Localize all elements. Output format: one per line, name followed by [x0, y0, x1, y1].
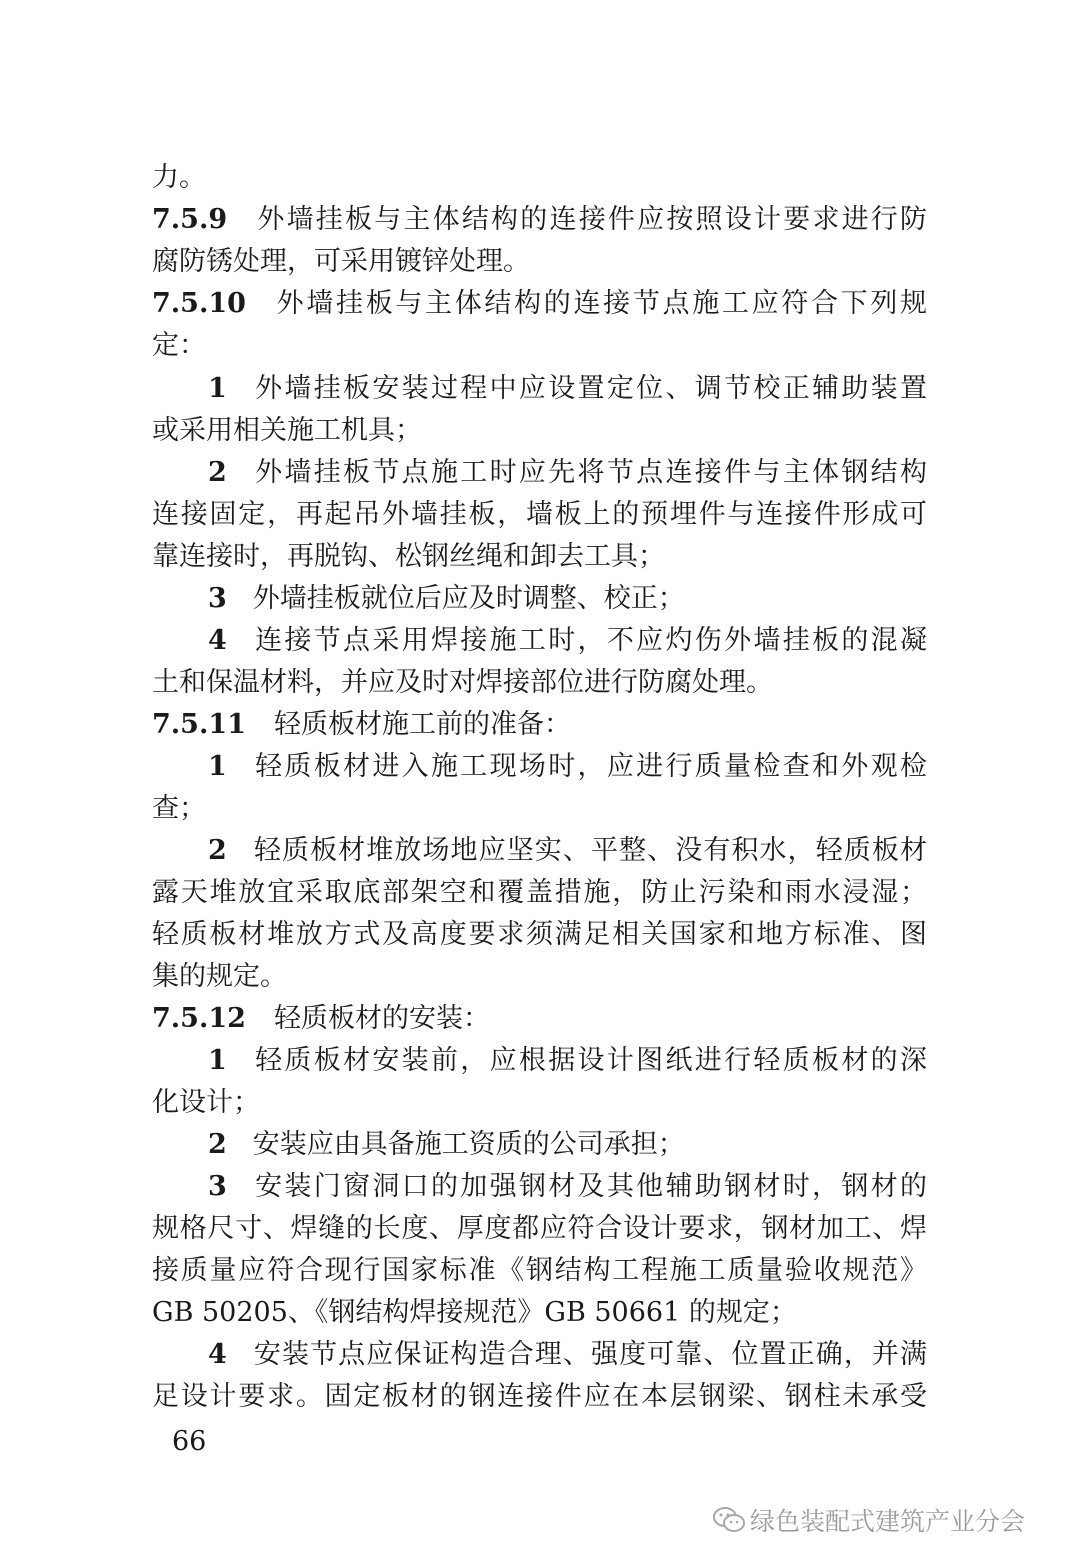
- text-line: 力。: [152, 162, 206, 193]
- item-number: 3: [208, 583, 227, 614]
- list-item: 4 安装节点应保证构造合理、强度可靠、位置正确，并满: [208, 1339, 927, 1370]
- text-line: 定：: [152, 330, 206, 361]
- item-number: 1: [208, 373, 227, 404]
- list-item: 2 安装应由具备施工资质的公司承担；: [208, 1129, 685, 1160]
- item-number: 2: [208, 1129, 227, 1160]
- clause-number: 7.5.11: [152, 709, 246, 740]
- text-line: 靠连接时，再脱钩、松钢丝绳和卸去工具；: [152, 541, 665, 572]
- text-line: 集的规定。: [152, 961, 287, 992]
- text-line: 或采用相关施工机具；: [152, 415, 422, 446]
- text-line: 足设计要求。固定板材的钢连接件应在本层钢梁、钢柱未承受: [152, 1381, 927, 1412]
- item-number: 4: [208, 625, 227, 656]
- wechat-icon: [712, 1506, 746, 1534]
- clause-number: 7.5.10: [152, 288, 246, 319]
- list-item: 4 连接节点采用焊接施工时，不应灼伤外墙挂板的混凝: [208, 625, 927, 656]
- text-line: 土和保温材料，并应及时对焊接部位进行防腐处理。: [152, 667, 773, 698]
- item-number: 4: [208, 1339, 227, 1370]
- list-item: 3 安装门窗洞口的加强钢材及其他辅助钢材时，钢材的: [208, 1171, 927, 1202]
- page-number: 66: [172, 1426, 207, 1457]
- text-line: 轻质板材堆放方式及高度要求须满足相关国家和地方标准、图: [152, 919, 927, 950]
- list-item: 1 外墙挂板安装过程中应设置定位、调节校正辅助装置: [208, 373, 927, 404]
- text-line: 腐防锈处理，可采用镀锌处理。: [152, 246, 530, 277]
- list-item: 1 轻质板材进入施工现场时，应进行质量检查和外观检: [208, 751, 927, 782]
- text-line: 露天堆放宜采取底部架空和覆盖措施，防止污染和雨水浸湿；: [152, 877, 927, 908]
- item-number: 1: [208, 1045, 227, 1076]
- text-line: 化设计；: [152, 1087, 260, 1118]
- clause-7-5-10: 7.5.10 外墙挂板与主体结构的连接节点施工应符合下列规: [152, 288, 927, 319]
- watermark-text: 绿色装配式建筑产业分会: [750, 1507, 1026, 1536]
- clause-number: 7.5.9: [152, 204, 228, 235]
- text-line: 接质量应符合现行国家标准《钢结构工程施工质量验收规范》: [152, 1255, 927, 1286]
- watermark: [712, 1500, 1025, 1540]
- item-number: 3: [208, 1171, 227, 1202]
- clause-7-5-9: 7.5.9 外墙挂板与主体结构的连接件应按照设计要求进行防: [152, 204, 927, 235]
- list-item: 2 轻质板材堆放场地应坚实、平整、没有积水，轻质板材: [208, 835, 927, 866]
- text-line: 查；: [152, 793, 206, 824]
- text-line: 连接固定，再起吊外墙挂板，墙板上的预埋件与连接件形成可: [152, 499, 927, 530]
- clause-7-5-11: 7.5.11 轻质板材施工前的准备：: [152, 709, 571, 740]
- clause-number: 7.5.12: [152, 1003, 246, 1034]
- text-line: GB 50205、《钢结构焊接规范》GB 50661 的规定；: [152, 1297, 797, 1328]
- list-item: 3 外墙挂板就位后应及时调整、校正；: [208, 583, 685, 614]
- item-number: 2: [208, 835, 227, 866]
- clause-7-5-12: 7.5.12 轻质板材的安装：: [152, 1003, 490, 1034]
- item-number: 1: [208, 751, 227, 782]
- list-item: 1 轻质板材安装前，应根据设计图纸进行轻质板材的深: [208, 1045, 927, 1076]
- text-line: 规格尺寸、焊缝的长度、厚度都应符合设计要求，钢材加工、焊: [152, 1213, 927, 1244]
- list-item: 2 外墙挂板节点施工时应先将节点连接件与主体钢结构: [208, 457, 927, 488]
- item-number: 2: [208, 457, 227, 488]
